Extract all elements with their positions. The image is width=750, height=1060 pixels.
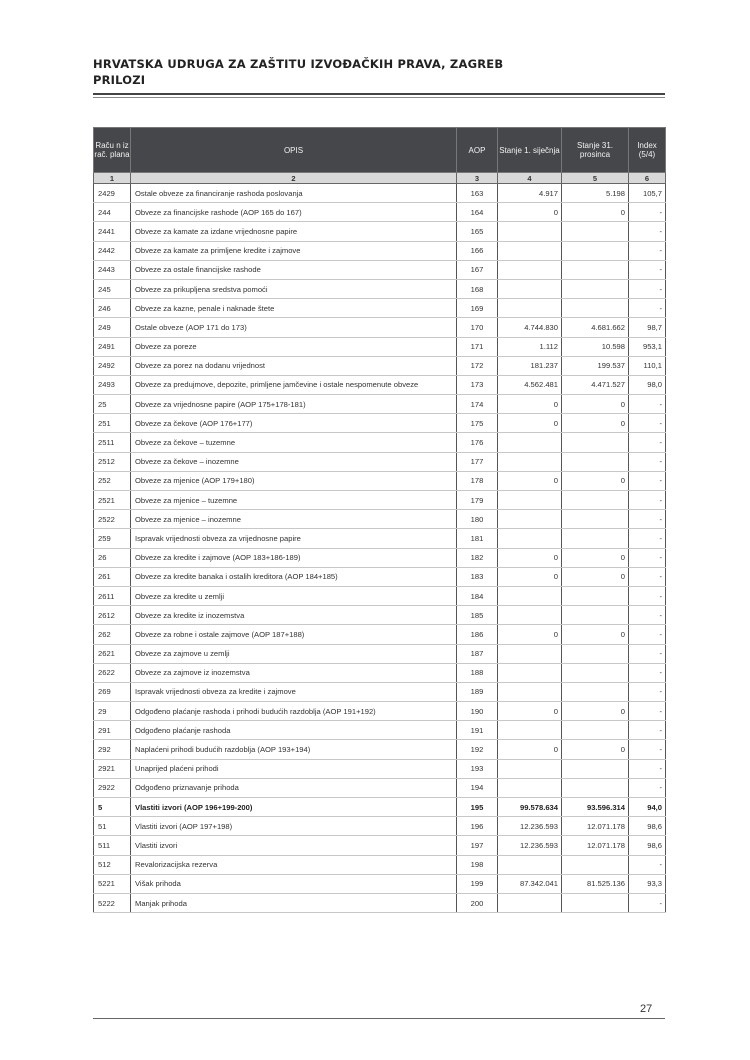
opening-balance-cell: [498, 721, 562, 740]
description-cell: Ostale obveze (AOP 171 do 173): [131, 318, 457, 337]
closing-balance-cell: [562, 663, 629, 682]
aop-cell: 192: [457, 740, 498, 759]
opening-balance-cell: [498, 606, 562, 625]
table-body: [94, 184, 666, 913]
table-row: [94, 625, 666, 644]
account-number-cell: 2511: [94, 433, 131, 452]
opening-balance-cell: [498, 433, 562, 452]
closing-balance-cell: 4.681.662: [562, 318, 629, 337]
description-cell: Ostale obveze za financiranje rashoda poslovanja: [131, 184, 457, 203]
opening-balance-cell: 4.744.830: [498, 318, 562, 337]
closing-balance-cell: [562, 529, 629, 548]
col-header-aop: AOP: [457, 128, 498, 173]
description-cell: Obveze za kredite banaka i ostalih kreditora (AOP 184+185): [131, 567, 457, 586]
account-number-cell: 2441: [94, 222, 131, 241]
aop-cell: 197: [457, 836, 498, 855]
closing-balance-cell: 0: [562, 471, 629, 490]
aop-cell: 166: [457, 241, 498, 260]
aop-cell: 164: [457, 203, 498, 222]
table-row: [94, 548, 666, 567]
document-header: [93, 56, 665, 88]
table-row: [94, 318, 666, 337]
index-cell: 93,3: [629, 874, 666, 893]
table-row: [94, 702, 666, 721]
closing-balance-cell: [562, 491, 629, 510]
aop-cell: 196: [457, 817, 498, 836]
closing-balance-cell: 10.598: [562, 337, 629, 356]
table-row: [94, 644, 666, 663]
col-number: 1: [94, 173, 131, 184]
closing-balance-cell: 0: [562, 548, 629, 567]
account-number-cell: 2922: [94, 778, 131, 797]
closing-balance-cell: [562, 299, 629, 318]
table-row: [94, 586, 666, 605]
aop-cell: 183: [457, 567, 498, 586]
aop-cell: 177: [457, 452, 498, 471]
index-cell: -: [629, 855, 666, 874]
account-number-cell: 246: [94, 299, 131, 318]
account-number-cell: 5222: [94, 893, 131, 912]
index-cell: -: [629, 702, 666, 721]
opening-balance-cell: [498, 279, 562, 298]
description-cell: Ispravak vrijednosti obveza za vrijednosne papire: [131, 529, 457, 548]
aop-cell: 169: [457, 299, 498, 318]
description-cell: Obveze za robne i ostale zajmove (AOP 187+188): [131, 625, 457, 644]
index-cell: -: [629, 529, 666, 548]
index-cell: 110,1: [629, 356, 666, 375]
description-cell: Obveze za porez na dodanu vrijednost: [131, 356, 457, 375]
closing-balance-cell: [562, 241, 629, 260]
opening-balance-cell: [498, 855, 562, 874]
account-number-cell: 26: [94, 548, 131, 567]
account-number-cell: 269: [94, 682, 131, 701]
table-row: [94, 721, 666, 740]
opening-balance-cell: 99.578.634: [498, 798, 562, 817]
opening-balance-cell: 0: [498, 702, 562, 721]
table-row: [94, 606, 666, 625]
aop-cell: 181: [457, 529, 498, 548]
description-cell: Obveze za kredite u zemlji: [131, 586, 457, 605]
description-cell: Obveze za zajmove iz inozemstva: [131, 663, 457, 682]
closing-balance-cell: [562, 433, 629, 452]
opening-balance-cell: [498, 644, 562, 663]
index-cell: -: [629, 740, 666, 759]
account-number-cell: 29: [94, 702, 131, 721]
account-number-cell: 292: [94, 740, 131, 759]
account-number-cell: 2491: [94, 337, 131, 356]
closing-balance-cell: 4.471.527: [562, 375, 629, 394]
account-number-cell: 512: [94, 855, 131, 874]
opening-balance-cell: [498, 663, 562, 682]
footer-divider: [93, 1018, 665, 1019]
table-row: [94, 510, 666, 529]
account-number-cell: 2621: [94, 644, 131, 663]
index-cell: -: [629, 778, 666, 797]
table-row: [94, 817, 666, 836]
aop-cell: 173: [457, 375, 498, 394]
aop-cell: 163: [457, 184, 498, 203]
organization-title: HRVATSKA UDRUGA ZA ZAŠTITU IZVOĐAČKIH PRAVA, ZAGREB: [93, 57, 504, 71]
account-number-cell: 2429: [94, 184, 131, 203]
index-cell: 105,7: [629, 184, 666, 203]
opening-balance-cell: 1.112: [498, 337, 562, 356]
opening-balance-cell: [498, 510, 562, 529]
closing-balance-cell: [562, 682, 629, 701]
index-cell: 94,0: [629, 798, 666, 817]
account-number-cell: 2443: [94, 260, 131, 279]
index-cell: -: [629, 663, 666, 682]
opening-balance-cell: [498, 241, 562, 260]
index-cell: -: [629, 241, 666, 260]
opening-balance-cell: [498, 452, 562, 471]
description-cell: Unaprijed plaćeni prihodi: [131, 759, 457, 778]
table-row: [94, 778, 666, 797]
aop-cell: 178: [457, 471, 498, 490]
aop-cell: 175: [457, 414, 498, 433]
account-number-cell: 2521: [94, 491, 131, 510]
aop-cell: 199: [457, 874, 498, 893]
account-number-cell: 2921: [94, 759, 131, 778]
index-cell: -: [629, 222, 666, 241]
aop-cell: 165: [457, 222, 498, 241]
index-cell: -: [629, 414, 666, 433]
description-cell: Obveze za zajmove u zemlji: [131, 644, 457, 663]
closing-balance-cell: 81.525.136: [562, 874, 629, 893]
aop-cell: 188: [457, 663, 498, 682]
table-row: [94, 375, 666, 394]
account-number-cell: 262: [94, 625, 131, 644]
account-number-cell: 249: [94, 318, 131, 337]
closing-balance-cell: 12.071.178: [562, 836, 629, 855]
closing-balance-cell: [562, 260, 629, 279]
closing-balance-cell: [562, 279, 629, 298]
closing-balance-cell: 0: [562, 740, 629, 759]
col-header-opening-balance: Stanje 1. siječnja: [498, 128, 562, 173]
opening-balance-cell: 0: [498, 567, 562, 586]
closing-balance-cell: [562, 606, 629, 625]
description-cell: Obveze za čekove (AOP 176+177): [131, 414, 457, 433]
table-row: [94, 740, 666, 759]
description-cell: Višak prihoda: [131, 874, 457, 893]
description-cell: Obveze za mjenice – tuzemne: [131, 491, 457, 510]
aop-cell: 189: [457, 682, 498, 701]
table-row: [94, 452, 666, 471]
aop-cell: 170: [457, 318, 498, 337]
closing-balance-cell: [562, 222, 629, 241]
aop-cell: 176: [457, 433, 498, 452]
account-number-cell: 2522: [94, 510, 131, 529]
aop-cell: 167: [457, 260, 498, 279]
index-cell: -: [629, 606, 666, 625]
table-row: [94, 241, 666, 260]
closing-balance-cell: 0: [562, 625, 629, 644]
description-cell: Obveze za kazne, penale i naknade štete: [131, 299, 457, 318]
col-number: 2: [131, 173, 457, 184]
closing-balance-cell: 0: [562, 702, 629, 721]
description-cell: Obveze za financijske rashode (AOP 165 do 167): [131, 203, 457, 222]
description-cell: Vlastiti izvori (AOP 196+199-200): [131, 798, 457, 817]
description-cell: Odgođeno plaćanje rashoda i prihodi budućih razdoblja (AOP 191+192): [131, 702, 457, 721]
account-number-cell: 2512: [94, 452, 131, 471]
closing-balance-cell: 0: [562, 203, 629, 222]
account-number-cell: 2611: [94, 586, 131, 605]
aop-cell: 174: [457, 395, 498, 414]
table-row: [94, 663, 666, 682]
opening-balance-cell: 0: [498, 414, 562, 433]
aop-cell: 195: [457, 798, 498, 817]
table-row: [94, 682, 666, 701]
aop-cell: 194: [457, 778, 498, 797]
account-number-cell: 511: [94, 836, 131, 855]
col-header-closing-balance: Stanje 31. prosinca: [562, 128, 629, 173]
index-cell: -: [629, 586, 666, 605]
section-subtitle: PRILOZI: [93, 73, 146, 87]
col-number: 5: [562, 173, 629, 184]
aop-cell: 186: [457, 625, 498, 644]
description-cell: Obveze za vrijednosne papire (AOP 175+178-181): [131, 395, 457, 414]
opening-balance-cell: [498, 682, 562, 701]
description-cell: Vlastiti izvori (AOP 197+198): [131, 817, 457, 836]
aop-cell: 179: [457, 491, 498, 510]
balance-table: [93, 127, 666, 913]
opening-balance-cell: [498, 260, 562, 279]
description-cell: Obveze za kredite iz inozemstva: [131, 606, 457, 625]
aop-cell: 193: [457, 759, 498, 778]
closing-balance-cell: 5.198: [562, 184, 629, 203]
opening-balance-cell: 12.236.593: [498, 817, 562, 836]
table-row: [94, 893, 666, 912]
aop-cell: 171: [457, 337, 498, 356]
description-cell: Manjak prihoda: [131, 893, 457, 912]
page-number: 27: [640, 1003, 653, 1015]
balance-table-wrapper: [93, 127, 665, 913]
table-row: [94, 759, 666, 778]
index-cell: -: [629, 433, 666, 452]
closing-balance-cell: 0: [562, 414, 629, 433]
opening-balance-cell: 87.342.041: [498, 874, 562, 893]
opening-balance-cell: 0: [498, 740, 562, 759]
opening-balance-cell: [498, 778, 562, 797]
index-cell: -: [629, 203, 666, 222]
opening-balance-cell: 0: [498, 471, 562, 490]
column-number-row: [94, 173, 666, 184]
table-row: [94, 299, 666, 318]
closing-balance-cell: 93.596.314: [562, 798, 629, 817]
index-cell: -: [629, 471, 666, 490]
col-number: 6: [629, 173, 666, 184]
account-number-cell: 5221: [94, 874, 131, 893]
index-cell: -: [629, 548, 666, 567]
index-cell: 98,0: [629, 375, 666, 394]
description-cell: Vlastiti izvori: [131, 836, 457, 855]
description-cell: Odgođeno plaćanje rashoda: [131, 721, 457, 740]
account-number-cell: 2442: [94, 241, 131, 260]
index-cell: -: [629, 644, 666, 663]
aop-cell: 190: [457, 702, 498, 721]
opening-balance-cell: 0: [498, 548, 562, 567]
aop-cell: 180: [457, 510, 498, 529]
aop-cell: 191: [457, 721, 498, 740]
closing-balance-cell: 199.537: [562, 356, 629, 375]
aop-cell: 198: [457, 855, 498, 874]
index-cell: 98,6: [629, 836, 666, 855]
index-cell: -: [629, 721, 666, 740]
index-cell: -: [629, 279, 666, 298]
description-cell: Obveze za čekove – tuzemne: [131, 433, 457, 452]
table-row: [94, 433, 666, 452]
closing-balance-cell: [562, 452, 629, 471]
opening-balance-cell: 4.562.481: [498, 375, 562, 394]
opening-balance-cell: 12.236.593: [498, 836, 562, 855]
aop-cell: 187: [457, 644, 498, 663]
account-number-cell: 5: [94, 798, 131, 817]
account-number-cell: 51: [94, 817, 131, 836]
table-row: [94, 337, 666, 356]
account-number-cell: 291: [94, 721, 131, 740]
description-cell: Naplaćeni prihodi budućih razdoblja (AOP 193+194): [131, 740, 457, 759]
description-cell: Obveze za kredite i zajmove (AOP 183+186-189): [131, 548, 457, 567]
account-number-cell: 2612: [94, 606, 131, 625]
col-header-index: Index (5/4): [629, 128, 666, 173]
opening-balance-cell: [498, 222, 562, 241]
col-number: 4: [498, 173, 562, 184]
aop-cell: 168: [457, 279, 498, 298]
account-number-cell: 261: [94, 567, 131, 586]
index-cell: -: [629, 510, 666, 529]
header-divider: [93, 93, 665, 98]
table-row: [94, 567, 666, 586]
aop-cell: 184: [457, 586, 498, 605]
table-row: [94, 203, 666, 222]
index-cell: -: [629, 260, 666, 279]
table-row: [94, 798, 666, 817]
aop-cell: 185: [457, 606, 498, 625]
aop-cell: 172: [457, 356, 498, 375]
table-row: [94, 836, 666, 855]
account-number-cell: 2493: [94, 375, 131, 394]
index-cell: 953,1: [629, 337, 666, 356]
col-header-description: OPIS: [131, 128, 457, 173]
description-cell: Obveze za prikupljena sredstva pomoći: [131, 279, 457, 298]
table-row: [94, 471, 666, 490]
description-cell: Revalorizacijska rezerva: [131, 855, 457, 874]
closing-balance-cell: [562, 855, 629, 874]
opening-balance-cell: [498, 893, 562, 912]
opening-balance-cell: [498, 759, 562, 778]
closing-balance-cell: [562, 893, 629, 912]
index-cell: -: [629, 491, 666, 510]
account-number-cell: 244: [94, 203, 131, 222]
opening-balance-cell: 0: [498, 625, 562, 644]
closing-balance-cell: 12.071.178: [562, 817, 629, 836]
opening-balance-cell: 181.237: [498, 356, 562, 375]
aop-cell: 182: [457, 548, 498, 567]
table-row: [94, 414, 666, 433]
opening-balance-cell: 0: [498, 203, 562, 222]
closing-balance-cell: [562, 586, 629, 605]
table-row: [94, 855, 666, 874]
closing-balance-cell: [562, 759, 629, 778]
account-number-cell: 252: [94, 471, 131, 490]
account-number-cell: 259: [94, 529, 131, 548]
opening-balance-cell: 0: [498, 395, 562, 414]
col-number: 3: [457, 173, 498, 184]
description-cell: Obveze za mjenice (AOP 179+180): [131, 471, 457, 490]
col-header-account: Raču n iz rač. plana: [94, 128, 131, 173]
index-cell: -: [629, 567, 666, 586]
table-row: [94, 184, 666, 203]
opening-balance-cell: 4.917: [498, 184, 562, 203]
opening-balance-cell: [498, 586, 562, 605]
closing-balance-cell: [562, 510, 629, 529]
account-number-cell: 2622: [94, 663, 131, 682]
description-cell: Obveze za predujmove, depozite, primljene jamčevine i ostale nespomenute obveze: [131, 375, 457, 394]
closing-balance-cell: [562, 721, 629, 740]
table-row: [94, 279, 666, 298]
opening-balance-cell: [498, 529, 562, 548]
index-cell: -: [629, 452, 666, 471]
index-cell: -: [629, 625, 666, 644]
closing-balance-cell: [562, 644, 629, 663]
closing-balance-cell: 0: [562, 567, 629, 586]
description-cell: Ispravak vrijednosti obveza za kredite i zajmove: [131, 682, 457, 701]
account-number-cell: 25: [94, 395, 131, 414]
account-number-cell: 245: [94, 279, 131, 298]
table-header-row: [94, 128, 666, 173]
description-cell: Obveze za poreze: [131, 337, 457, 356]
account-number-cell: 2492: [94, 356, 131, 375]
table-row: [94, 356, 666, 375]
closing-balance-cell: [562, 778, 629, 797]
table-row: [94, 529, 666, 548]
table-row: [94, 222, 666, 241]
description-cell: Obveze za ostale financijske rashode: [131, 260, 457, 279]
index-cell: -: [629, 893, 666, 912]
table-row: [94, 874, 666, 893]
index-cell: -: [629, 759, 666, 778]
description-cell: Obveze za kamate za izdane vrijednosne papire: [131, 222, 457, 241]
description-cell: Obveze za čekove – inozemne: [131, 452, 457, 471]
aop-cell: 200: [457, 893, 498, 912]
index-cell: -: [629, 299, 666, 318]
table-row: [94, 395, 666, 414]
opening-balance-cell: [498, 299, 562, 318]
account-number-cell: 251: [94, 414, 131, 433]
opening-balance-cell: [498, 491, 562, 510]
index-cell: 98,6: [629, 817, 666, 836]
index-cell: -: [629, 682, 666, 701]
table-row: [94, 491, 666, 510]
table-row: [94, 260, 666, 279]
index-cell: 98,7: [629, 318, 666, 337]
index-cell: -: [629, 395, 666, 414]
description-cell: Obveze za kamate za primljene kredite i zajmove: [131, 241, 457, 260]
description-cell: Odgođeno priznavanje prihoda: [131, 778, 457, 797]
closing-balance-cell: 0: [562, 395, 629, 414]
description-cell: Obveze za mjenice – inozemne: [131, 510, 457, 529]
